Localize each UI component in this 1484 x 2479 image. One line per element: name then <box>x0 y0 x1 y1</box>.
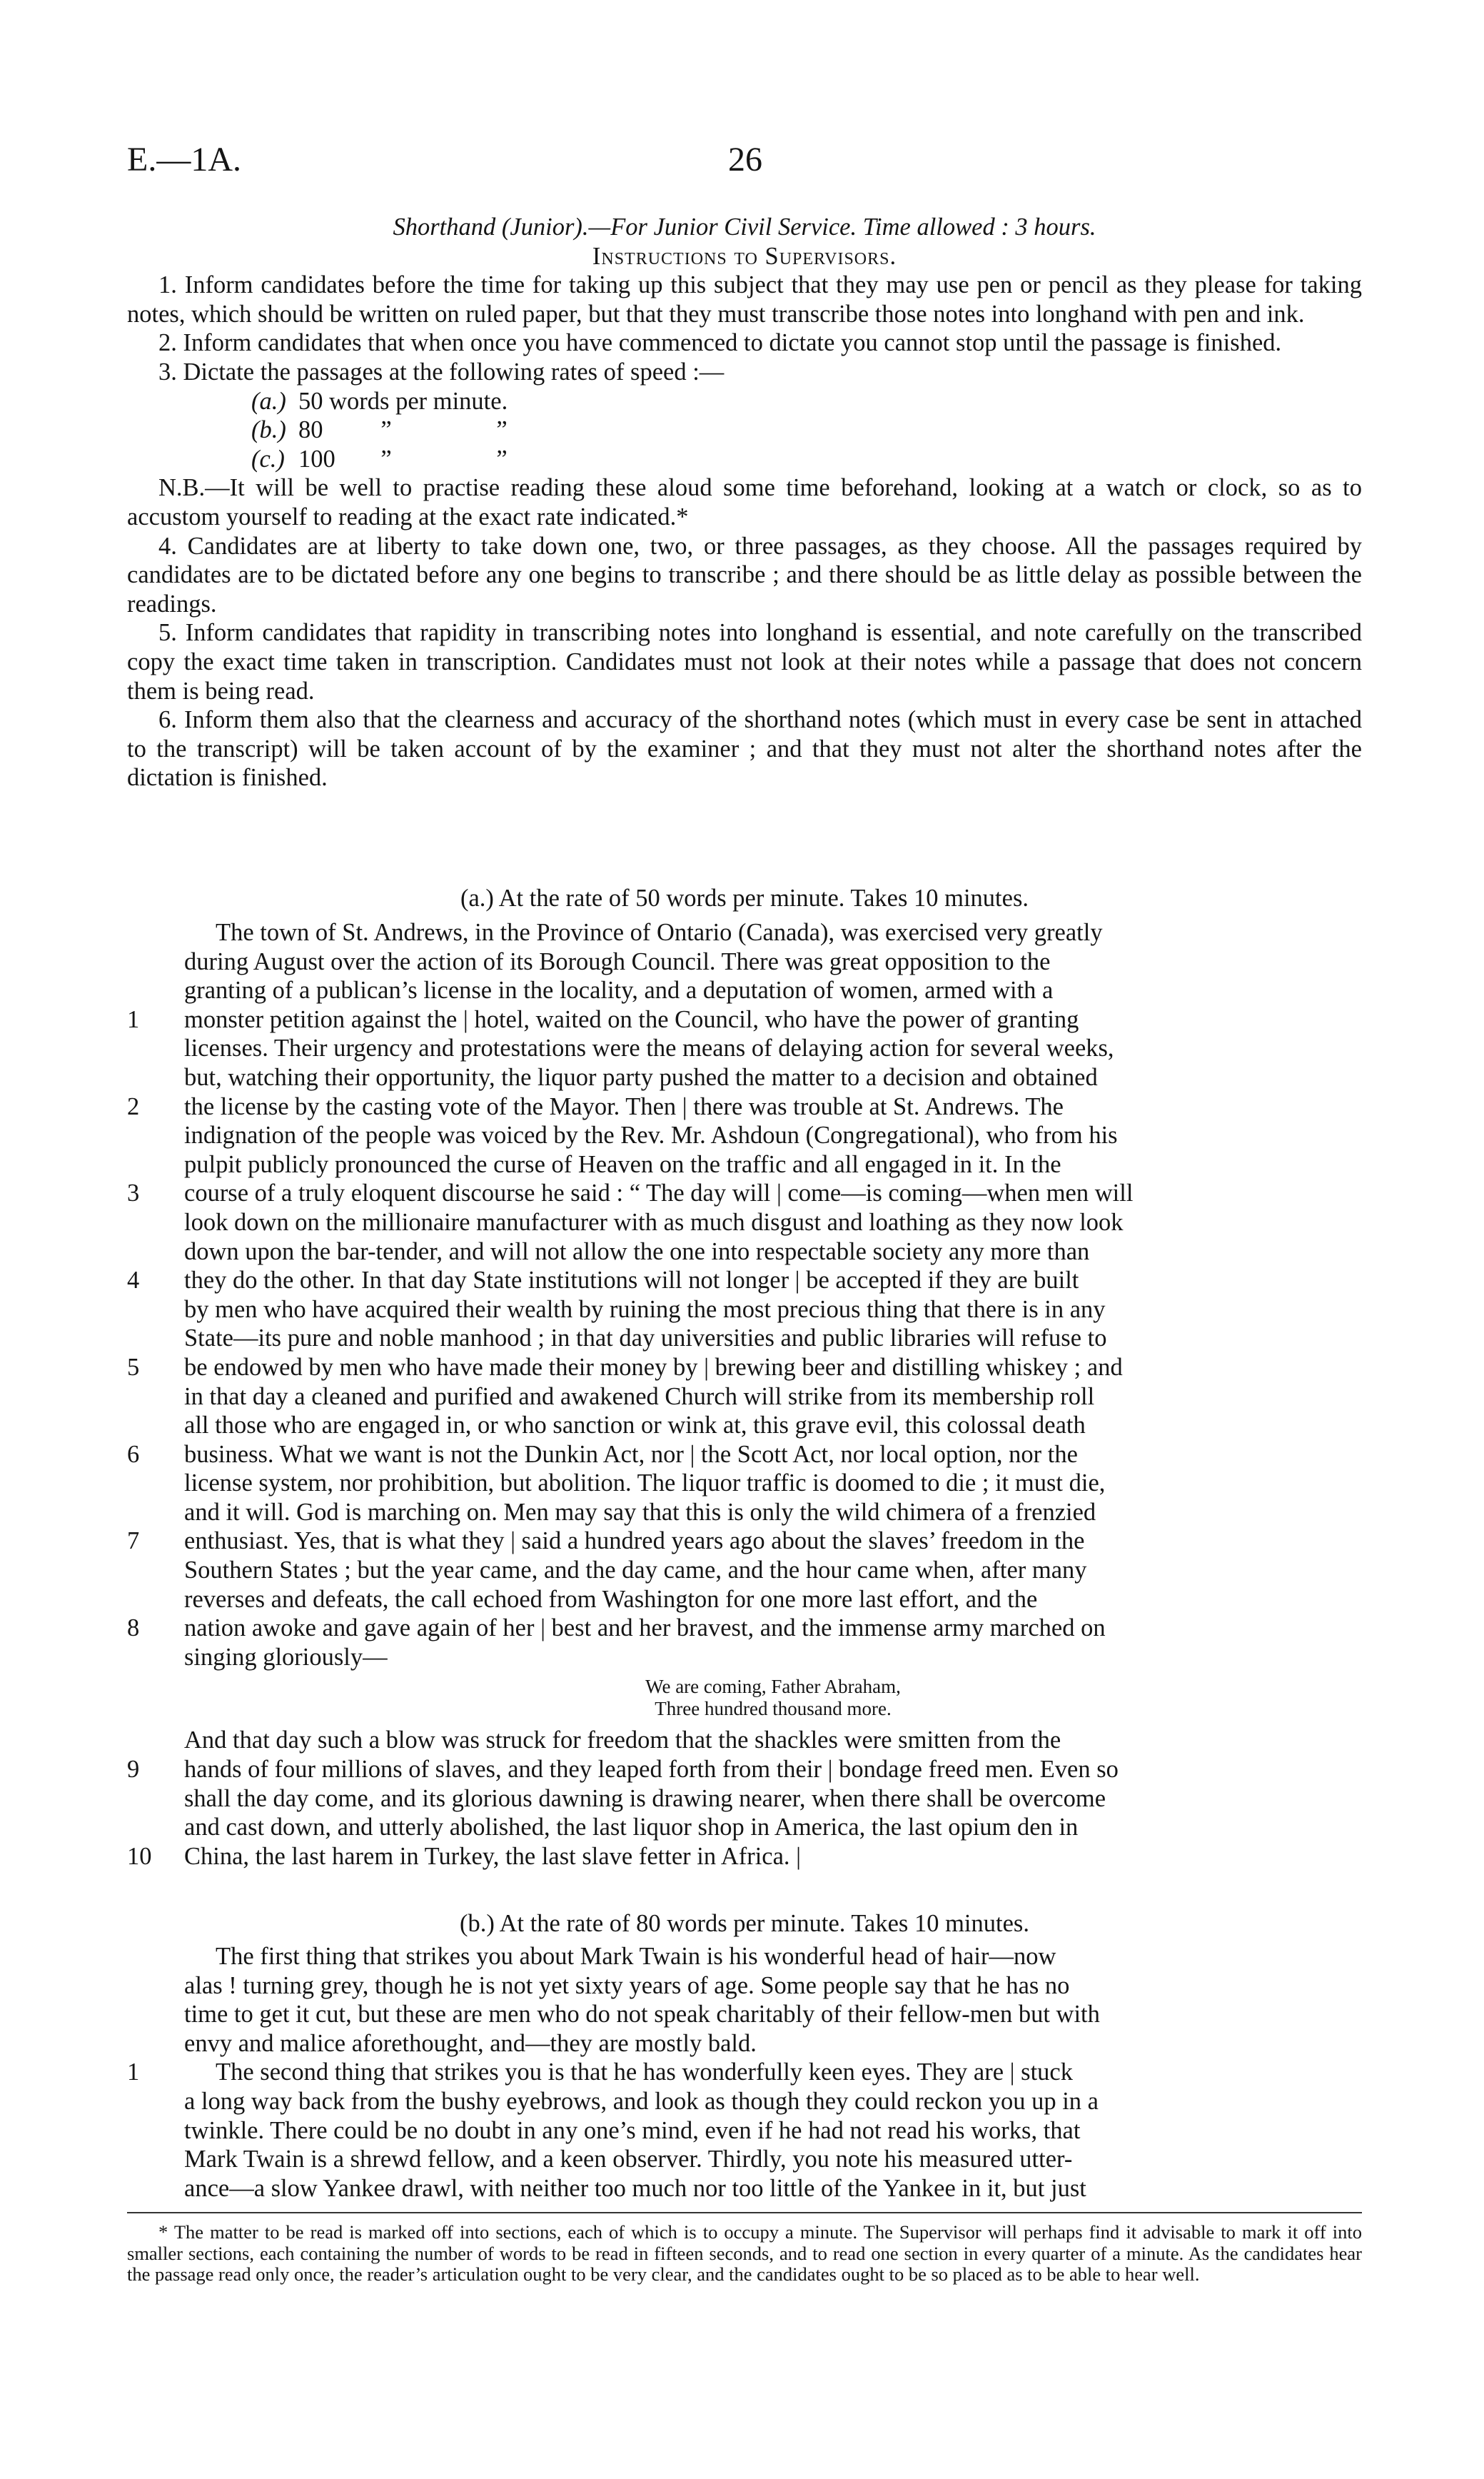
section-number: 10 <box>127 1842 152 1870</box>
section-number: 2 <box>127 1092 140 1120</box>
instructions-section <box>127 213 1362 793</box>
rate-c: (c.) 100 ” ” <box>251 445 508 473</box>
section-number: 4 <box>127 1267 140 1294</box>
document-code: E.—1A. <box>127 141 241 178</box>
section-number: 5 <box>127 1353 140 1381</box>
instruction-5: 5. Inform candidates that rapidity in transcribing notes into longhand is essential, and note carefully on the transcribed copy the exact time taken in transcription. Candidates must not look at their notes while a passage that does not concern them is being read. <box>127 619 1362 705</box>
section-number: 7 <box>127 1527 140 1555</box>
section-number: 1 <box>127 1005 140 1033</box>
instruction-6: 6. Inform them also that the clearness and accuracy of the shorthand notes (which must in every case be sent in attached to the transcript) will be taken account of by the examiner ; and that they must not alter the shorthand notes after the dictation is finished. <box>127 706 1362 792</box>
instruction-1: 1. Inform candidates before the time for taking up this subject that they may use pen or pencil as they please for taking notes, which should be written on ruled paper, but that they must transcribe those notes into longhand with pen and ink. <box>127 271 1362 328</box>
paper-title: Shorthand (Junior).—For Junior Civil Service. Time allowed : 3 hours. <box>393 213 1096 241</box>
instruction-4: 4. Candidates are at liberty to take down one, two, or three passages, as they choose. All the passages required by candidates are to be dictated before any one begins to transcribe ; and there should be as little delay as possible between the readings. <box>127 532 1362 618</box>
passage-a-heading: (a.) At the rate of 50 words per minute. Takes 10 minutes. <box>460 885 1029 912</box>
section-number: 6 <box>127 1440 140 1468</box>
page-number: 26 <box>728 141 762 178</box>
passage-b-heading: (b.) At the rate of 80 words per minute. Takes 10 minutes. <box>460 1910 1029 1937</box>
footnote-rule <box>127 2212 1362 2213</box>
section-number: 8 <box>127 1614 140 1642</box>
instructions-heading: Instructions to Supervisors. <box>592 242 897 270</box>
passage-a: The town of St. Andrews, in the Province of Ontario (Canada), was exercised very greatly during August over the action of its Borough Council. There was great opposition to the granting of a publican’s license in the locality, and a deputation of women, armed with a 1 monster petition against the | hotel, waited on the Council, who have the power of granting licenses. Their urgency and protestations were the means of delaying action for several weeks, but, watching their opportunity, the liquor party pushed the matter to a decision and obtained 2 the license by the casting vote of the Mayor. Then | there was trouble at St. Andrews. The indignation of the people was voiced by the Rev. Mr. Ashdoun (Congregational), who from his pulpit publicly pronounced the curse of Heaven on the traffic and all engaged in it. In the 3 course of a truly eloquent discourse he said : “ The day will | come—is coming—when men will look down on the millionaire manufacturer with as much disgust and loathing as they now look down upon the bar-tender, and will not allow the one into respectable society any more than 4 they do the other. In that day State institutions will not longer | be accepted if they are built by men who have acquired their wealth by ruining the most precious thing that there is in any State—its pure and noble manhood ; in that day universities and public libraries will refuse to 5 be endowed by men who have made their money by | brewing beer and distilling whiskey ; and in that day a cleaned and purified and awakened Church will strike from its membership roll all those who are engaged in, or who sanction or wink at, this grave evil, this colossal death 6 business. What we want is not the Dunkin Act, nor | the Scott Act, nor local option, nor the license system, nor prohibition, but abolition. The liquor traffic is doomed to die ; it must die, and it will. God is marching on. Men may say that this is only the wild chimera of a frenzied 7 enthusiast. Yes, that is what they | said a hundred years ago about the slaves’ freedom in the Southern States ; but the year came, and the day came, and the hour came when, after many reverses and defeats, the call echoed from Washington for one more last effort, and the 8 nation awoke and gave again of her | best and her bravest, and the immense army marched on singing gloriously— We are coming, Father Abraham, Three hundred thousand more. And that day such a blow was struck for freedom that the shackles were smitten from the 9 hands of four millions of slaves, and they leaped forth from their | bondage freed men. Even so shall the day come, and its glorious dawning is drawing nearer, when there shall be overcome and cast down, and utterly abolished, the last liquor shop in America, the last opium den in 10 China, the last harem in Turkey, the last slave fetter in Africa. | <box>127 918 1362 1871</box>
section-number: 1 <box>127 2058 140 2086</box>
instruction-3: 3. Dictate the passages at the following rates of speed :— <box>158 358 725 386</box>
rate-b: (b.) 80 ” ” <box>251 416 508 444</box>
footnote: * The matter to be read is marked off into sections, each of which is to occupy a minute. The Supervisor will perhaps find it advisable to mark it off into smaller sections, each containing the number of words to be read in fifteen seconds, and to read one section in every quarter of a minute. As the candidates hear the passage read only once, the reader’s articulation ought to be very clear, and the candidates ought to be so placed as to be able to hear well. <box>127 2221 1362 2285</box>
instruction-2: 2. Inform candidates that when once you have commenced to dictate you cannot stop until the passage is finished. <box>158 329 1282 357</box>
instruction-nb: N.B.—It will be well to practise reading these aloud some time beforehand, looking at a watch or clock, so as to accustom yourself to reading at the exact rate indicated.* <box>127 474 1362 531</box>
passage-b: The first thing that strikes you about Mark Twain is his wonderful head of hair—now alas ! turning grey, though he is not yet sixty years of age. Some people say that he has no time to get it cut, but these are men who do not speak charitably of their fellow-men but with envy and malice aforethought, and—they are mostly bald. 1 The second thing that strikes you is that he has wonderfully keen eyes. They are | stuck a long way back from the bushy eyebrows, and look as though they could reckon you up in a twinkle. There could be no doubt in any one’s mind, even if he had not read his works, that Mark Twain is a shrewd fellow, and a keen observer. Thirdly, you note his measured utter- ance—a slow Yankee drawl, with neither too much nor too little of the Yankee in it, but just <box>127 1943 1100 2202</box>
verse-quote: We are coming, Father Abraham, Three hundred thousand more. <box>645 1676 901 1720</box>
section-number: 9 <box>127 1756 140 1784</box>
rate-a: (a.) 50 words per minute. <box>251 387 508 415</box>
section-number: 3 <box>127 1180 140 1207</box>
